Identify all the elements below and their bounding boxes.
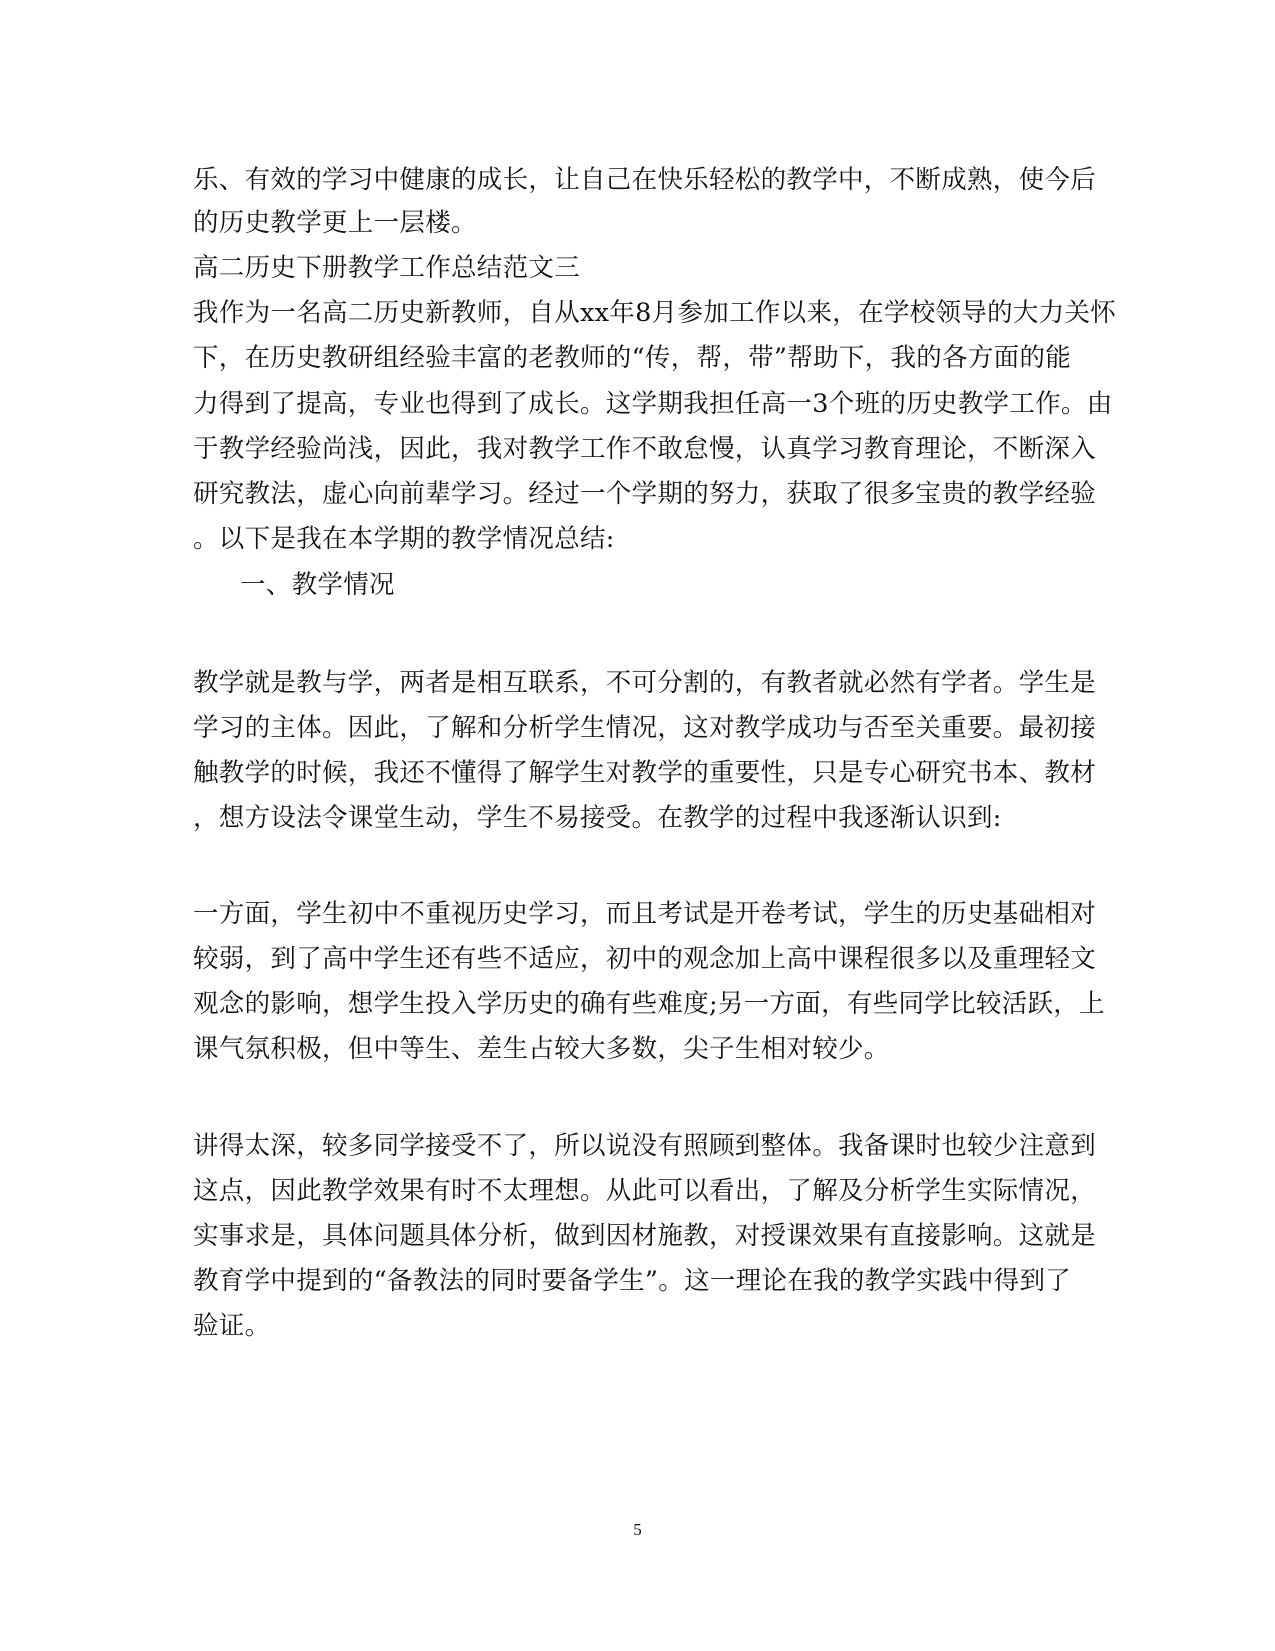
text-line: 触教学的时候，我还不懂得了解学生对教学的重要性，只是专心研究书本、教材 <box>193 758 1097 788</box>
text-line: 观念的影响，想学生投入学历史的确有些难度;另一方面，有些同学比较活跃，上 <box>193 989 1105 1019</box>
text-line: 下，在历史教研组经验丰富的老教师的“传，帮，带”帮助下，我的各方面的能 <box>193 343 1072 373</box>
text-line: 于教学经验尚浅，因此，我对教学工作不敢怠慢，认真学习教育理论，不断深入 <box>193 434 1097 464</box>
text-line: 实事求是，具体问题具体分析，做到因材施教，对授课效果有直接影响。这就是 <box>193 1221 1097 1251</box>
section-heading: 高二历史下册教学工作总结范文三 <box>193 253 581 283</box>
text-line: 力得到了提高，专业也得到了成长。这学期我担任高一3个班的历史教学工作。由 <box>193 389 1113 419</box>
text-line: 这点，因此教学效果有时不太理想。从此可以看出，了解及分析学生实际情况， <box>193 1176 1097 1206</box>
text-line: 讲得太深，较多同学接受不了，所以说没有照顾到整体。我备课时也较少注意到 <box>193 1131 1097 1161</box>
text-line: 研究教法，虚心向前辈学习。经过一个学期的努力，获取了很多宝贵的教学经验 <box>193 479 1097 509</box>
text-line: 课气氛积极，但中等生、差生占较大多数，尖子生相对较少。 <box>193 1034 890 1064</box>
text-line: 我作为一名高二历史新教师，自从xx年8月参加工作以来，在学校领导的大力关怀 <box>193 298 1117 328</box>
text-line: 教育学中提到的“备教法的同时要备学生”。这一理论在我的教学实践中得到了 <box>193 1266 1072 1296</box>
text-line: 验证。 <box>193 1311 271 1341</box>
subsection-heading: 一、教学情况 <box>240 570 395 600</box>
text-line: 教学就是教与学，两者是相互联系，不可分割的，有教者就必然有学者。学生是 <box>193 668 1097 698</box>
text-line: ，想方设法令课堂生动，学生不易接受。在教学的过程中我逐渐认识到: <box>193 803 1002 833</box>
text-line: 。以下是我在本学期的教学情况总结: <box>193 524 615 554</box>
text-line: 的历史教学更上一层楼。 <box>193 208 477 238</box>
text-line: 乐、有效的学习中健康的成长，让自己在快乐轻松的教学中，不断成熟，使今后 <box>193 165 1097 195</box>
page-number: 5 <box>633 1520 642 1539</box>
text-line: 一方面，学生初中不重视历史学习，而且考试是开卷考试，学生的历史基础相对 <box>193 899 1097 929</box>
text-line: 学习的主体。因此，了解和分析学生情况，这对教学成功与否至关重要。最初接 <box>193 713 1097 743</box>
text-line: 较弱，到了高中学生还有些不适应，初中的观念加上高中课程很多以及重理轻文 <box>193 944 1097 974</box>
